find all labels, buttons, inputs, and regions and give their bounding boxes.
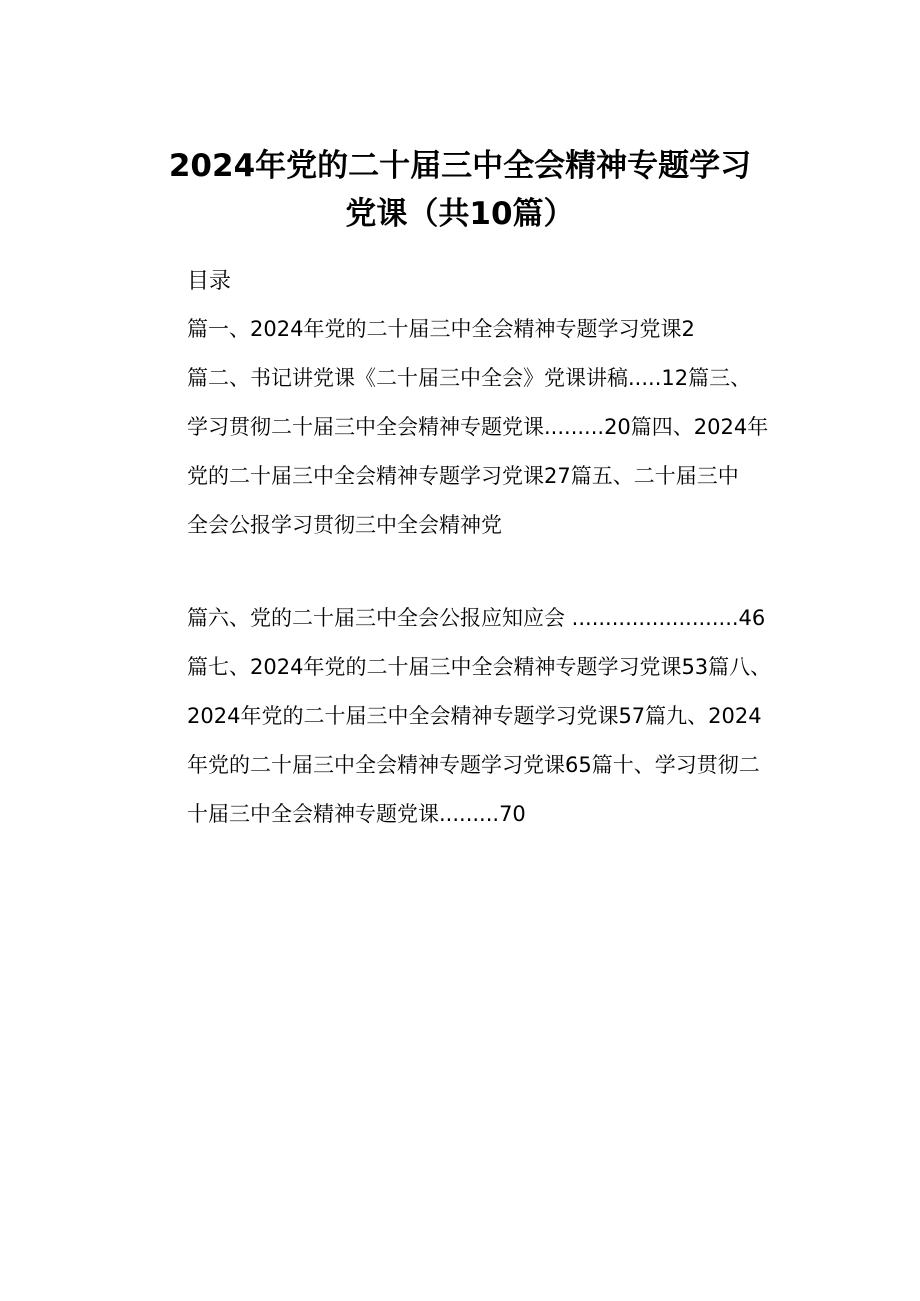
toc-line: 篇一、2024年党的二十届三中全会精神专题学习党课2 [187,317,695,341]
toc-line: 全会公报学习贯彻三中全会精神党 [187,513,502,537]
toc-heading: 目录 [187,269,232,294]
document-title-line-1: 2024年党的二十届三中全会精神专题学习 [168,148,752,184]
toc-line: 篇七、2024年党的二十届三中全会精神专题学习党课53篇八、 [187,655,772,679]
toc-line: 学习贯彻二十届三中全会精神专题党课.........20篇四、2024年 [187,415,769,439]
toc-line: 十届三中全会精神专题党课.........70 [187,802,526,826]
toc-line: 2024年党的二十届三中全会精神专题学习党课57篇九、2024 [187,704,762,728]
toc-line: 篇六、党的二十届三中全会公报应知应会 .........................46 [187,606,766,630]
toc-line: 年党的二十届三中全会精神专题学习党课65篇十、学习贯彻二 [187,753,760,777]
toc-line: 篇二、书记讲党课《二十届三中全会》党课讲稿.....12篇三、 [187,366,752,390]
toc-line: 党的二十届三中全会精神专题学习党课27篇五、二十届三中 [187,464,739,488]
document-title-line-2: 党课（共10篇） [345,196,575,232]
